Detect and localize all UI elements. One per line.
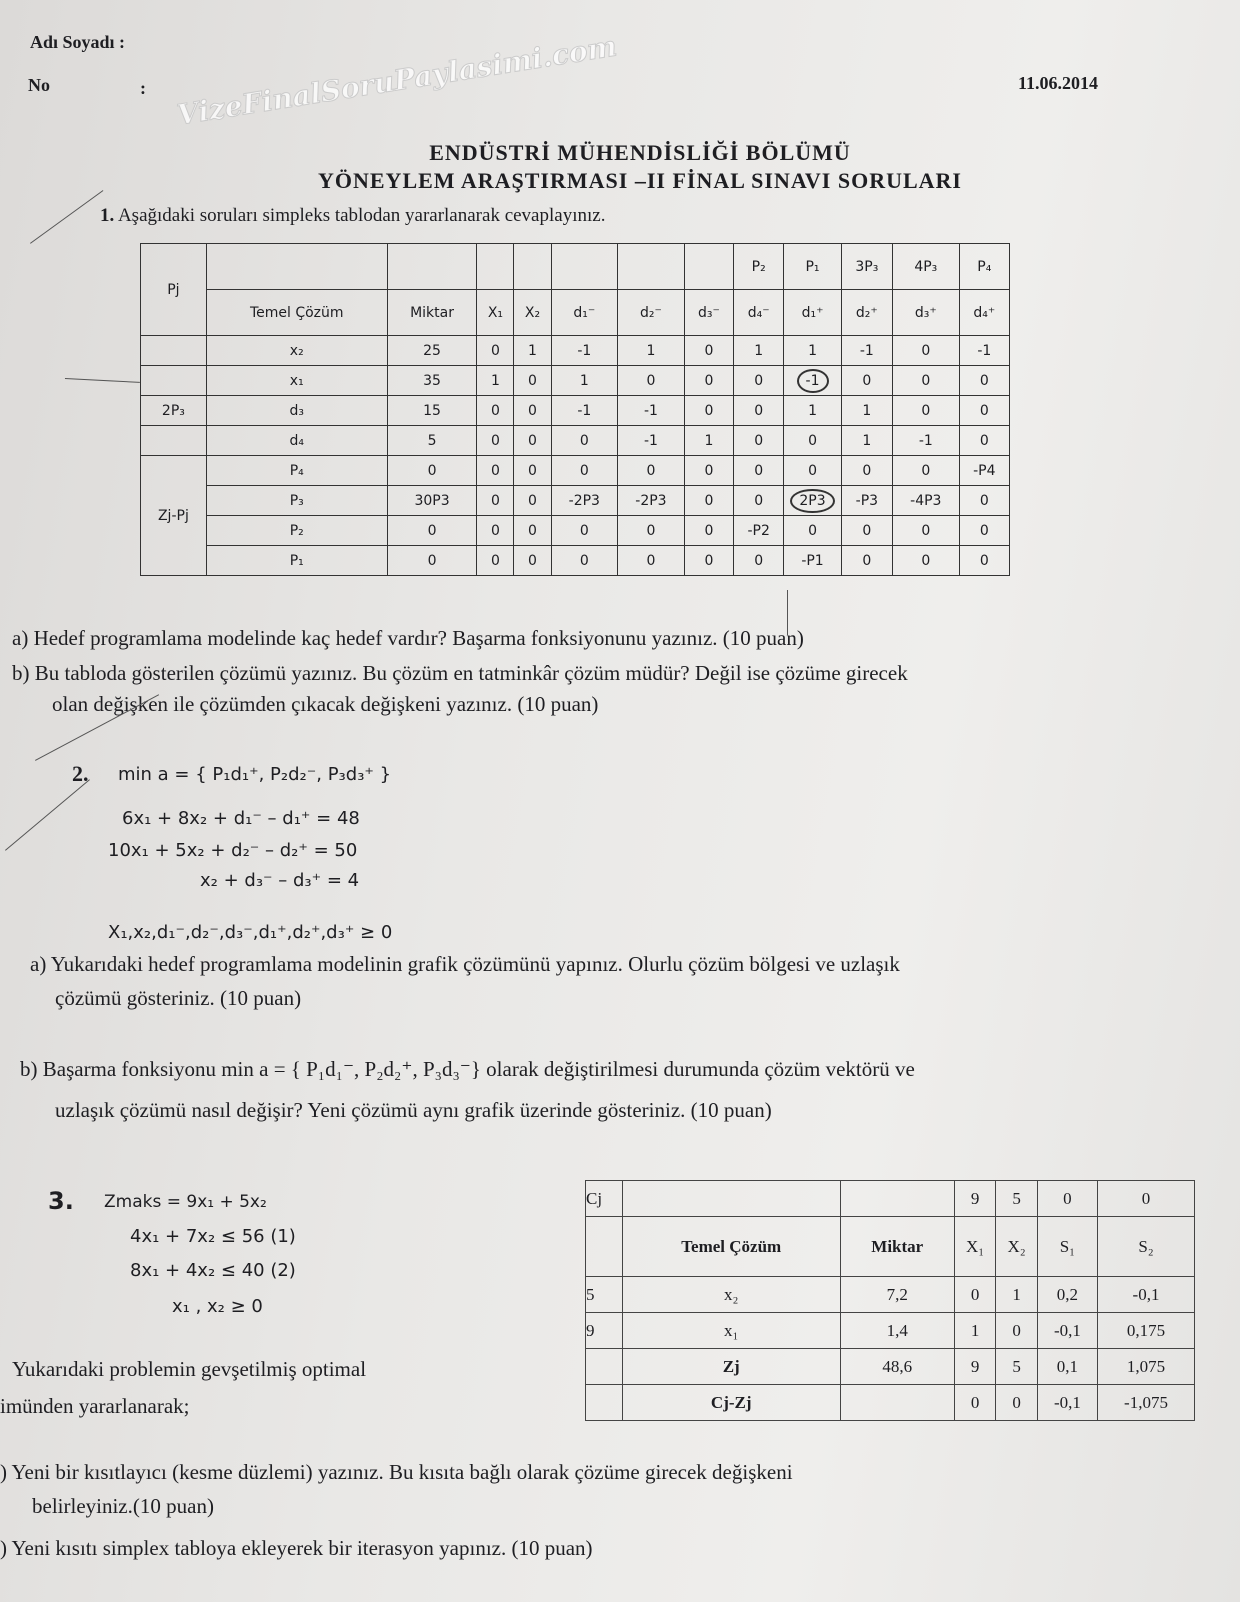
table-cell: -2P3 — [551, 486, 618, 516]
zj-row — [141, 546, 1010, 576]
q3-nonnegativity: x₁ , x₂ ≥ 0 — [172, 1296, 263, 1317]
exam-date: 11.06.2014 — [1018, 73, 1099, 93]
column-header: d₂⁺ — [841, 290, 892, 336]
table-cell: -1,075 — [1098, 1385, 1195, 1421]
table-cell: 0 — [893, 336, 960, 366]
header-row — [141, 290, 1010, 336]
table-row — [586, 1277, 1195, 1313]
table-cell: 25 — [387, 336, 477, 366]
table-cell: 5 — [387, 426, 477, 456]
table-cell: 0 — [893, 366, 960, 396]
goal-simplex-table — [140, 243, 1010, 576]
table-cell: 0 — [734, 366, 784, 396]
arrow-mark — [65, 378, 140, 383]
table-cell: 0 — [618, 516, 685, 546]
table-row — [141, 396, 1010, 426]
table-cell: 9 — [586, 1313, 623, 1349]
table-cell: Cj-Zj — [622, 1385, 840, 1421]
table-cell: X₂ — [996, 1217, 1037, 1277]
table-cell: x₂ — [622, 1277, 840, 1313]
q3-constraint-1: 4x₁ + 7x₂ ≤ 56 (1) — [130, 1226, 296, 1247]
table-cell: X₁ — [954, 1217, 995, 1277]
table-cell: d₄ — [206, 426, 387, 456]
table-cell: 1,4 — [840, 1313, 954, 1349]
table-cell — [784, 366, 841, 396]
q2-a-line1: a) Yukarıdaki hedef programlama modelinin grafik çözümünü yapınız. Olurlu çözüm bölgesi ve uzlaşık — [30, 952, 900, 976]
table-cell: -1 — [841, 336, 892, 366]
table-cell: 1 — [954, 1313, 995, 1349]
table-cell: -4P3 — [893, 486, 960, 516]
table-cell: P₁ — [206, 546, 387, 576]
circled-pivot: -1 — [805, 372, 820, 389]
table-cell: 0 — [734, 396, 784, 426]
table-row — [586, 1349, 1195, 1385]
table-cell — [586, 1217, 623, 1277]
table-row — [141, 336, 1010, 366]
table-cell: 1 — [551, 366, 618, 396]
table-cell: -1 — [618, 396, 685, 426]
row-priority — [141, 366, 207, 396]
priority-row — [141, 244, 1010, 290]
zj-label: Zj-Pj — [141, 456, 207, 576]
relaxed-simplex-table — [585, 1180, 1195, 1421]
table-cell: 0 — [784, 426, 841, 456]
table-cell: 0 — [893, 516, 960, 546]
column-header: d₃⁻ — [684, 290, 733, 336]
table-cell: 0 — [996, 1313, 1037, 1349]
priority-cell: P₄ — [959, 244, 1009, 290]
table-cell: 0 — [387, 516, 477, 546]
table-cell: -0,1 — [1098, 1277, 1195, 1313]
table-cell: 1 — [841, 396, 892, 426]
q1-a: a) Hedef programlama modelinde kaç hedef vardır? Başarma fonksiyonunu yazınız. (10 puan) — [12, 626, 804, 650]
table-cell: P₃ — [206, 486, 387, 516]
table-cell: 1 — [996, 1277, 1037, 1313]
table-cell: 0 — [959, 396, 1009, 426]
watermark: VizeFinalSoruPaylasimi.com — [174, 29, 620, 132]
table-cell: 0 — [618, 546, 685, 576]
table-cell: 0 — [1037, 1181, 1097, 1217]
table-row — [586, 1217, 1195, 1277]
table-cell: -1 — [551, 396, 618, 426]
table-cell: 0 — [684, 336, 733, 366]
table-cell: 1 — [618, 336, 685, 366]
priority-cell: P₁ — [784, 244, 841, 290]
table-cell — [840, 1385, 954, 1421]
table-row — [586, 1313, 1195, 1349]
q2-nonnegativity: X₁,x₂,d₁⁻,d₂⁻,d₃⁻,d₁⁺,d₂⁺,d₃⁺ ≥ 0 — [108, 922, 393, 943]
table-cell: 5 — [996, 1349, 1037, 1385]
table-cell: 0 — [477, 516, 514, 546]
table-cell: 0 — [734, 456, 784, 486]
table-cell: 30P3 — [387, 486, 477, 516]
column-header: d₁⁺ — [784, 290, 841, 336]
table-cell: 1 — [734, 336, 784, 366]
priority-cell — [206, 244, 387, 290]
table-cell: Cj — [586, 1181, 623, 1217]
table-cell: 0 — [551, 516, 618, 546]
priority-cell: 4P₃ — [893, 244, 960, 290]
q3-constraint-2: 8x₁ + 4x₂ ≤ 40 (2) — [130, 1260, 296, 1281]
table-cell: P₂ — [206, 516, 387, 546]
column-header: Temel Çözüm — [206, 290, 387, 336]
table-cell: 0 — [959, 546, 1009, 576]
table-cell: 0 — [684, 396, 733, 426]
pj-header: Pj — [141, 244, 207, 336]
table-cell: -P3 — [841, 486, 892, 516]
q3-objective: Zmaks = 9x₁ + 5x₂ — [104, 1192, 267, 1212]
table-cell: 0 — [551, 456, 618, 486]
table-cell: 0,1 — [1037, 1349, 1097, 1385]
table-cell: -P2 — [734, 516, 784, 546]
table-cell: 0 — [514, 546, 551, 576]
table-cell: -1 — [551, 336, 618, 366]
table-cell: 0 — [551, 426, 618, 456]
circled-pivot: 2P3 — [799, 492, 826, 509]
table-cell: 0 — [514, 456, 551, 486]
table-cell: Zj — [622, 1349, 840, 1385]
table-cell — [586, 1385, 623, 1421]
priority-cell — [387, 244, 477, 290]
table-cell: 0 — [841, 366, 892, 396]
table-cell: d₃ — [206, 396, 387, 426]
table-cell: 0 — [514, 486, 551, 516]
table-cell: 0 — [684, 456, 733, 486]
row-priority — [141, 426, 207, 456]
table-cell: 0 — [893, 456, 960, 486]
zj-row — [141, 456, 1010, 486]
q2-constraint-3: x₂ + d₃⁻ – d₃⁺ = 4 — [200, 870, 360, 891]
table-cell: 0 — [959, 516, 1009, 546]
department-title: ENDÜSTRİ MÜHENDİSLİĞİ BÖLÜMÜ — [429, 140, 851, 165]
table-cell: -1 — [618, 426, 685, 456]
table-cell: -P4 — [959, 456, 1009, 486]
table-cell: x₂ — [206, 336, 387, 366]
q3-text-line1: Yukarıdaki problemin gevşetilmiş optimal — [12, 1357, 367, 1381]
table-cell: 0 — [514, 516, 551, 546]
table-cell: 0 — [959, 426, 1009, 456]
table-cell: 0 — [477, 456, 514, 486]
table-cell — [586, 1349, 623, 1385]
column-header: d₃⁺ — [893, 290, 960, 336]
q2-b-line2: uzlaşık çözümü nasıl değişir? Yeni çözümü aynı grafik üzerinde gösteriniz. (10 puan) — [55, 1098, 772, 1122]
table-cell: -1 — [959, 336, 1009, 366]
priority-cell — [477, 244, 514, 290]
zj-row — [141, 516, 1010, 546]
table-cell: S₂ — [1098, 1217, 1195, 1277]
priority-cell — [551, 244, 618, 290]
table-cell: 0,2 — [1037, 1277, 1097, 1313]
name-label: Adı Soyadı : — [30, 32, 126, 52]
table-cell: -1 — [893, 426, 960, 456]
q2-number: 2. — [72, 761, 89, 786]
table-cell: 35 — [387, 366, 477, 396]
table-cell: S₁ — [1037, 1217, 1097, 1277]
table-cell: 0 — [618, 366, 685, 396]
table-cell: 0 — [551, 546, 618, 576]
q2-b-line1: b) Başarma fonksiyonu min a = { P₁d₁⁻, P₂d₂⁺, P₃d₃⁻} olarak değiştirilmesi durumunda çözüm vektörü ve — [20, 1057, 915, 1081]
priority-cell: 3P₃ — [841, 244, 892, 290]
no-colon: : — [140, 78, 146, 98]
table-cell: 0 — [514, 426, 551, 456]
table-cell: x₁ — [206, 366, 387, 396]
table-row — [141, 426, 1010, 456]
q3-a-line1: ) Yeni bir kısıtlayıcı (kesme düzlemi) yazınız. Bu kısıta bağlı olarak çözüme girecek değişkeni — [0, 1460, 793, 1484]
pen-mark — [5, 779, 90, 850]
column-header: d₂⁻ — [618, 290, 685, 336]
table-cell: 15 — [387, 396, 477, 426]
q2-a-line2: çözümü gösteriniz. (10 puan) — [55, 986, 302, 1010]
q1-b-line2: olan değişken ile çözümden çıkacak değişkeni yazınız. (10 puan) — [52, 692, 599, 716]
table-cell: 0 — [387, 546, 477, 576]
table-cell: P₄ — [206, 456, 387, 486]
table-cell: 0 — [514, 396, 551, 426]
q2-objective: min a = { P₁d₁⁺, P₂d₂⁻, P₃d₃⁺ } — [118, 764, 392, 785]
table-cell: 0 — [734, 546, 784, 576]
table-cell: 0 — [893, 546, 960, 576]
table-cell: 7,2 — [840, 1277, 954, 1313]
table-cell: 5 — [586, 1277, 623, 1313]
table-cell: 0 — [841, 516, 892, 546]
table-cell: 0 — [841, 546, 892, 576]
table-cell: 0 — [734, 426, 784, 456]
table-cell: Temel Çözüm — [622, 1217, 840, 1277]
pen-mark — [30, 190, 103, 244]
table-cell: -0,1 — [1037, 1313, 1097, 1349]
q3-b: ) Yeni kısıtı simplex tabloya ekleyerek bir iterasyon yapınız. (10 puan) — [0, 1536, 593, 1560]
table-cell: -P1 — [784, 546, 841, 576]
table-cell: 0 — [841, 456, 892, 486]
table-row — [141, 366, 1010, 396]
table-cell: 0 — [954, 1385, 995, 1421]
row-priority — [141, 336, 207, 366]
table-cell: 1 — [684, 426, 733, 456]
q3-number: 3. — [48, 1187, 74, 1215]
table-cell: 1 — [784, 396, 841, 426]
table-cell: 0 — [996, 1385, 1037, 1421]
table-cell: 9 — [954, 1181, 995, 1217]
q1-b-line1: b) Bu tabloda gösterilen çözümü yazınız. Bu çözüm en tatminkâr çözüm müdür? Değil ise çözüme girecek — [12, 661, 908, 685]
table-cell: 0 — [684, 546, 733, 576]
priority-cell — [618, 244, 685, 290]
table-cell: 0 — [734, 486, 784, 516]
table-cell: 0 — [959, 486, 1009, 516]
table-cell: 1 — [841, 426, 892, 456]
q1-text: Aşağıdaki soruları simpleks tablodan yararlanarak cevaplayınız. — [117, 205, 606, 226]
table-row — [586, 1385, 1195, 1421]
table-cell: 1,075 — [1098, 1349, 1195, 1385]
table-cell: 1 — [514, 336, 551, 366]
table-cell: 0 — [387, 456, 477, 486]
table-cell: 0 — [477, 486, 514, 516]
table-cell: 0 — [1098, 1181, 1195, 1217]
table-cell: x₁ — [622, 1313, 840, 1349]
table-cell: 0 — [684, 516, 733, 546]
column-header: Miktar — [387, 290, 477, 336]
priority-cell: P₂ — [734, 244, 784, 290]
table-cell: 0 — [784, 516, 841, 546]
table-cell: 0 — [684, 366, 733, 396]
table-cell: 0 — [954, 1277, 995, 1313]
q2-constraint-2: 10x₁ + 5x₂ + d₂⁻ – d₂⁺ = 50 — [108, 840, 358, 861]
priority-cell — [684, 244, 733, 290]
priority-cell — [514, 244, 551, 290]
q3-text-line2: imünden yararlanarak; — [0, 1394, 190, 1418]
table-cell: 0 — [959, 366, 1009, 396]
table-cell: 1 — [784, 336, 841, 366]
table-cell: 0 — [784, 456, 841, 486]
table-cell: 0 — [684, 486, 733, 516]
table-cell — [622, 1181, 840, 1217]
column-header: X₁ — [477, 290, 514, 336]
no-label: No — [28, 75, 50, 95]
table-cell: -2P3 — [618, 486, 685, 516]
column-header: X₂ — [514, 290, 551, 336]
table-cell: 0 — [514, 366, 551, 396]
table-row — [586, 1181, 1195, 1217]
column-header: d₁⁻ — [551, 290, 618, 336]
table-cell: 0 — [477, 546, 514, 576]
table-cell: 1 — [477, 366, 514, 396]
column-header: d₄⁺ — [959, 290, 1009, 336]
table-cell: 0 — [893, 396, 960, 426]
table-cell: 0 — [477, 426, 514, 456]
table-cell: 5 — [996, 1181, 1037, 1217]
row-priority: 2P₃ — [141, 396, 207, 426]
zj-row — [141, 486, 1010, 516]
table-cell: 9 — [954, 1349, 995, 1385]
table-cell: Miktar — [840, 1217, 954, 1277]
table-cell: 0 — [477, 396, 514, 426]
table-cell: 0 — [477, 336, 514, 366]
q1-number: 1. — [100, 205, 115, 226]
table-cell: 0,175 — [1098, 1313, 1195, 1349]
column-header: d₄⁻ — [734, 290, 784, 336]
table-cell — [840, 1181, 954, 1217]
table-cell: -0,1 — [1037, 1385, 1097, 1421]
q3-a-line2: belirleyiniz.(10 puan) — [32, 1494, 214, 1518]
table-cell — [784, 486, 841, 516]
table-cell: 48,6 — [840, 1349, 954, 1385]
q2-constraint-1: 6x₁ + 8x₂ + d₁⁻ – d₁⁺ = 48 — [122, 808, 360, 829]
table-cell: 0 — [618, 456, 685, 486]
exam-title: YÖNEYLEM ARAŞTIRMASI –II FİNAL SINAVI SORULARI — [318, 168, 962, 193]
